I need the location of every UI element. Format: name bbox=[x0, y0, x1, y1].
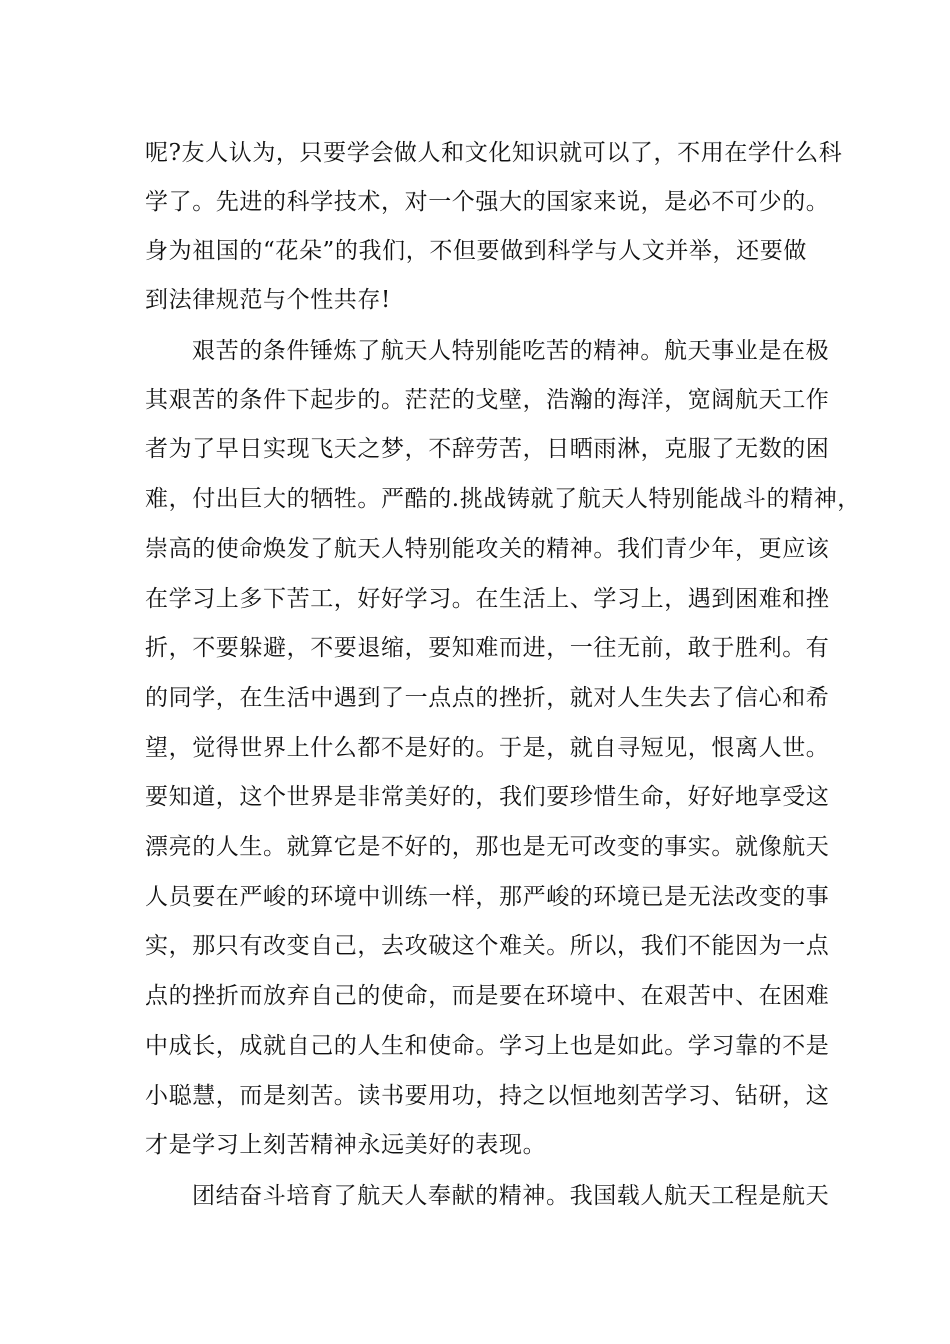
text-line: 学了。先进的科学技术，对一个强大的国家来说，是必不可少的。 bbox=[145, 189, 830, 215]
paragraph-first-line: 艰苦的条件锤炼了航天人特别能吃苦的精神。航天事业是在极 bbox=[192, 338, 830, 364]
text-line: 要知道，这个世界是非常美好的，我们要珍惜生命，好好地享受这 bbox=[145, 784, 830, 810]
text-line: 身为祖国的“花朵”的我们，不但要做到科学与人文并举，还要做 bbox=[145, 238, 807, 264]
text-line: 在学习上多下苦工，好好学习。在生活上、学习上，遇到困难和挫 bbox=[145, 586, 830, 612]
text-line: 点的挫折而放弃自己的使命，而是要在环境中、在艰苦中、在困难 bbox=[145, 983, 830, 1009]
text-line: 难，付出巨大的牺牲。严酷的.挑战铸就了航天人特别能战斗的精神， bbox=[145, 486, 861, 512]
text-line: 实，那只有改变自己，去攻破这个难关。所以，我们不能因为一点 bbox=[145, 933, 830, 959]
text-line: 者为了早日实现飞天之梦，不辞劳苦，日晒雨淋，克服了无数的困 bbox=[145, 436, 830, 462]
text-line: 其艰苦的条件下起步的。茫茫的戈壁，浩瀚的海洋，宽阔航天工作 bbox=[145, 387, 830, 413]
text-line: 的同学，在生活中遇到了一点点的挫折，就对人生失去了信心和希 bbox=[145, 685, 830, 711]
paragraph-first-line: 团结奋斗培育了航天人奉献的精神。我国载人航天工程是航天 bbox=[192, 1183, 830, 1209]
text-line: 折，不要躲避，不要退缩，要知难而进，一往无前，敢于胜利。有 bbox=[145, 635, 830, 661]
text-line: 中成长，成就自己的人生和使命。学习上也是如此。学习靠的不是 bbox=[145, 1033, 830, 1059]
text-line: 望，觉得世界上什么都不是好的。于是，就自寻短见，恨离人世。 bbox=[145, 735, 830, 761]
text-line: 到法律规范与个性共存! bbox=[145, 287, 391, 313]
text-line: 崇高的使命焕发了航天人特别能攻关的精神。我们青少年，更应该 bbox=[145, 536, 830, 562]
text-line: 小聪慧，而是刻苦。读书要用功，持之以恒地刻苦学习、钻研，这 bbox=[145, 1083, 830, 1109]
text-line: 呢?友人认为，只要学会做人和文化知识就可以了，不用在学什么科 bbox=[145, 140, 843, 166]
text-line: 才是学习上刻苦精神永远美好的表现。 bbox=[145, 1132, 547, 1158]
text-line: 人员要在严峻的环境中训练一样，那严峻的环境已是无法改变的事 bbox=[145, 884, 830, 910]
text-line: 漂亮的人生。就算它是不好的，那也是无可改变的事实。就像航天 bbox=[145, 834, 830, 860]
